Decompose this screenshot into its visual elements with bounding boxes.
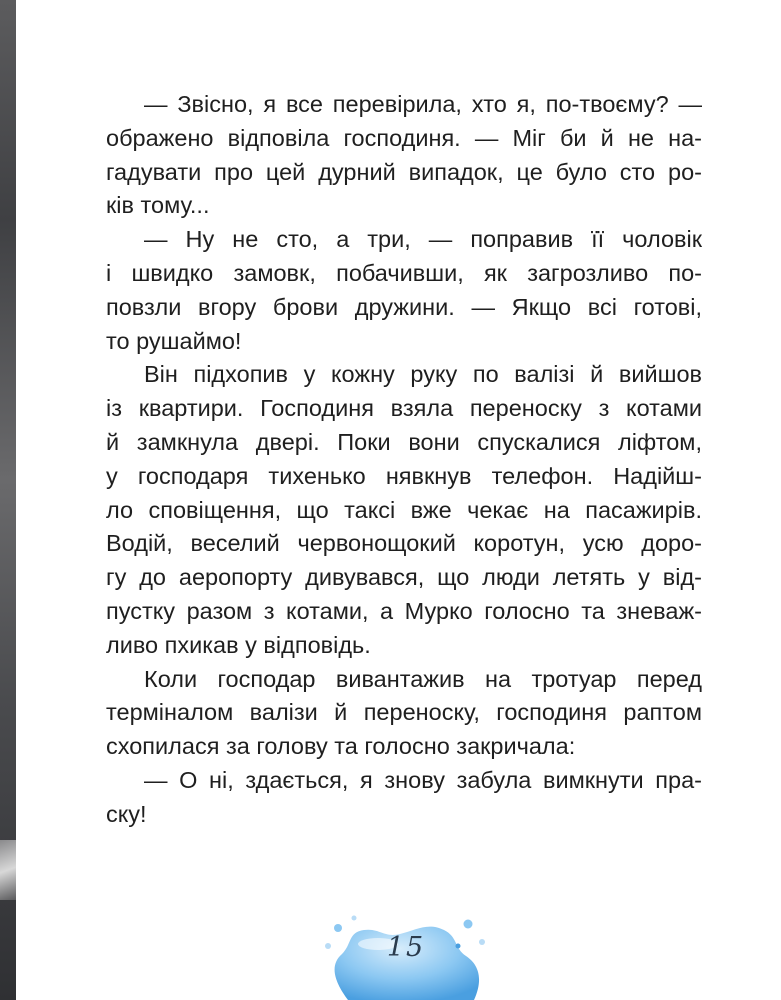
text-line: Водій, веселий червонощокий коротун, усю доро- bbox=[106, 530, 702, 557]
text-line: пустку разом з котами, а Мурко голосно та зневаж- bbox=[106, 597, 702, 624]
text-line: ску! bbox=[106, 800, 147, 827]
text-line: ливо пхикав у відповідь. bbox=[106, 631, 371, 658]
text-line: ків тому... bbox=[106, 192, 210, 219]
body-text bbox=[106, 88, 702, 832]
text-line: у господаря тихенько нявкнув телефон. Надійш- bbox=[106, 462, 702, 489]
text-line: ображено відповіла господиня. — Міг би й не на- bbox=[106, 124, 702, 151]
text-line: Він підхопив у кожну руку по валізі й вийшов bbox=[144, 361, 702, 388]
text-line: терміналом валізи й переноску, господиня раптом bbox=[106, 699, 702, 726]
text-line: повзли вгору брови дружини. — Якщо всі готові, bbox=[106, 293, 702, 320]
page-number-badge bbox=[318, 914, 494, 1000]
text-line: Коли господар вивантажив на тротуар перед bbox=[144, 665, 702, 692]
text-line: гадувати про цей дурний випадок, це було сто ро- bbox=[106, 158, 702, 185]
left-page-edge bbox=[0, 0, 16, 1000]
page-number: 15 bbox=[386, 932, 426, 963]
text-line: то рушаймо! bbox=[106, 327, 242, 354]
text-line: і швидко замовк, побачивши, як загрозливо по- bbox=[106, 259, 702, 286]
text-line: й замкнула двері. Поки вони спускалися ліфтом, bbox=[106, 428, 702, 455]
text-line: гу до аеропорту дивувався, що люди летять у від- bbox=[106, 564, 702, 591]
text-line: — Звісно, я все перевірила, хто я, по-твоєму? — bbox=[144, 91, 702, 117]
text-line: ло сповіщення, що таксі вже чекає на пасажирів. bbox=[106, 496, 702, 523]
text-line: — О ні, здається, я знову забула вимкнути пра- bbox=[144, 766, 702, 793]
text-line: — Ну не сто, а три, — поправив її чоловік bbox=[144, 226, 702, 253]
text-line: схопилася за голову та голосно закричала: bbox=[106, 733, 576, 760]
text-line: із квартири. Господиня взяла переноску з котами bbox=[106, 395, 702, 422]
